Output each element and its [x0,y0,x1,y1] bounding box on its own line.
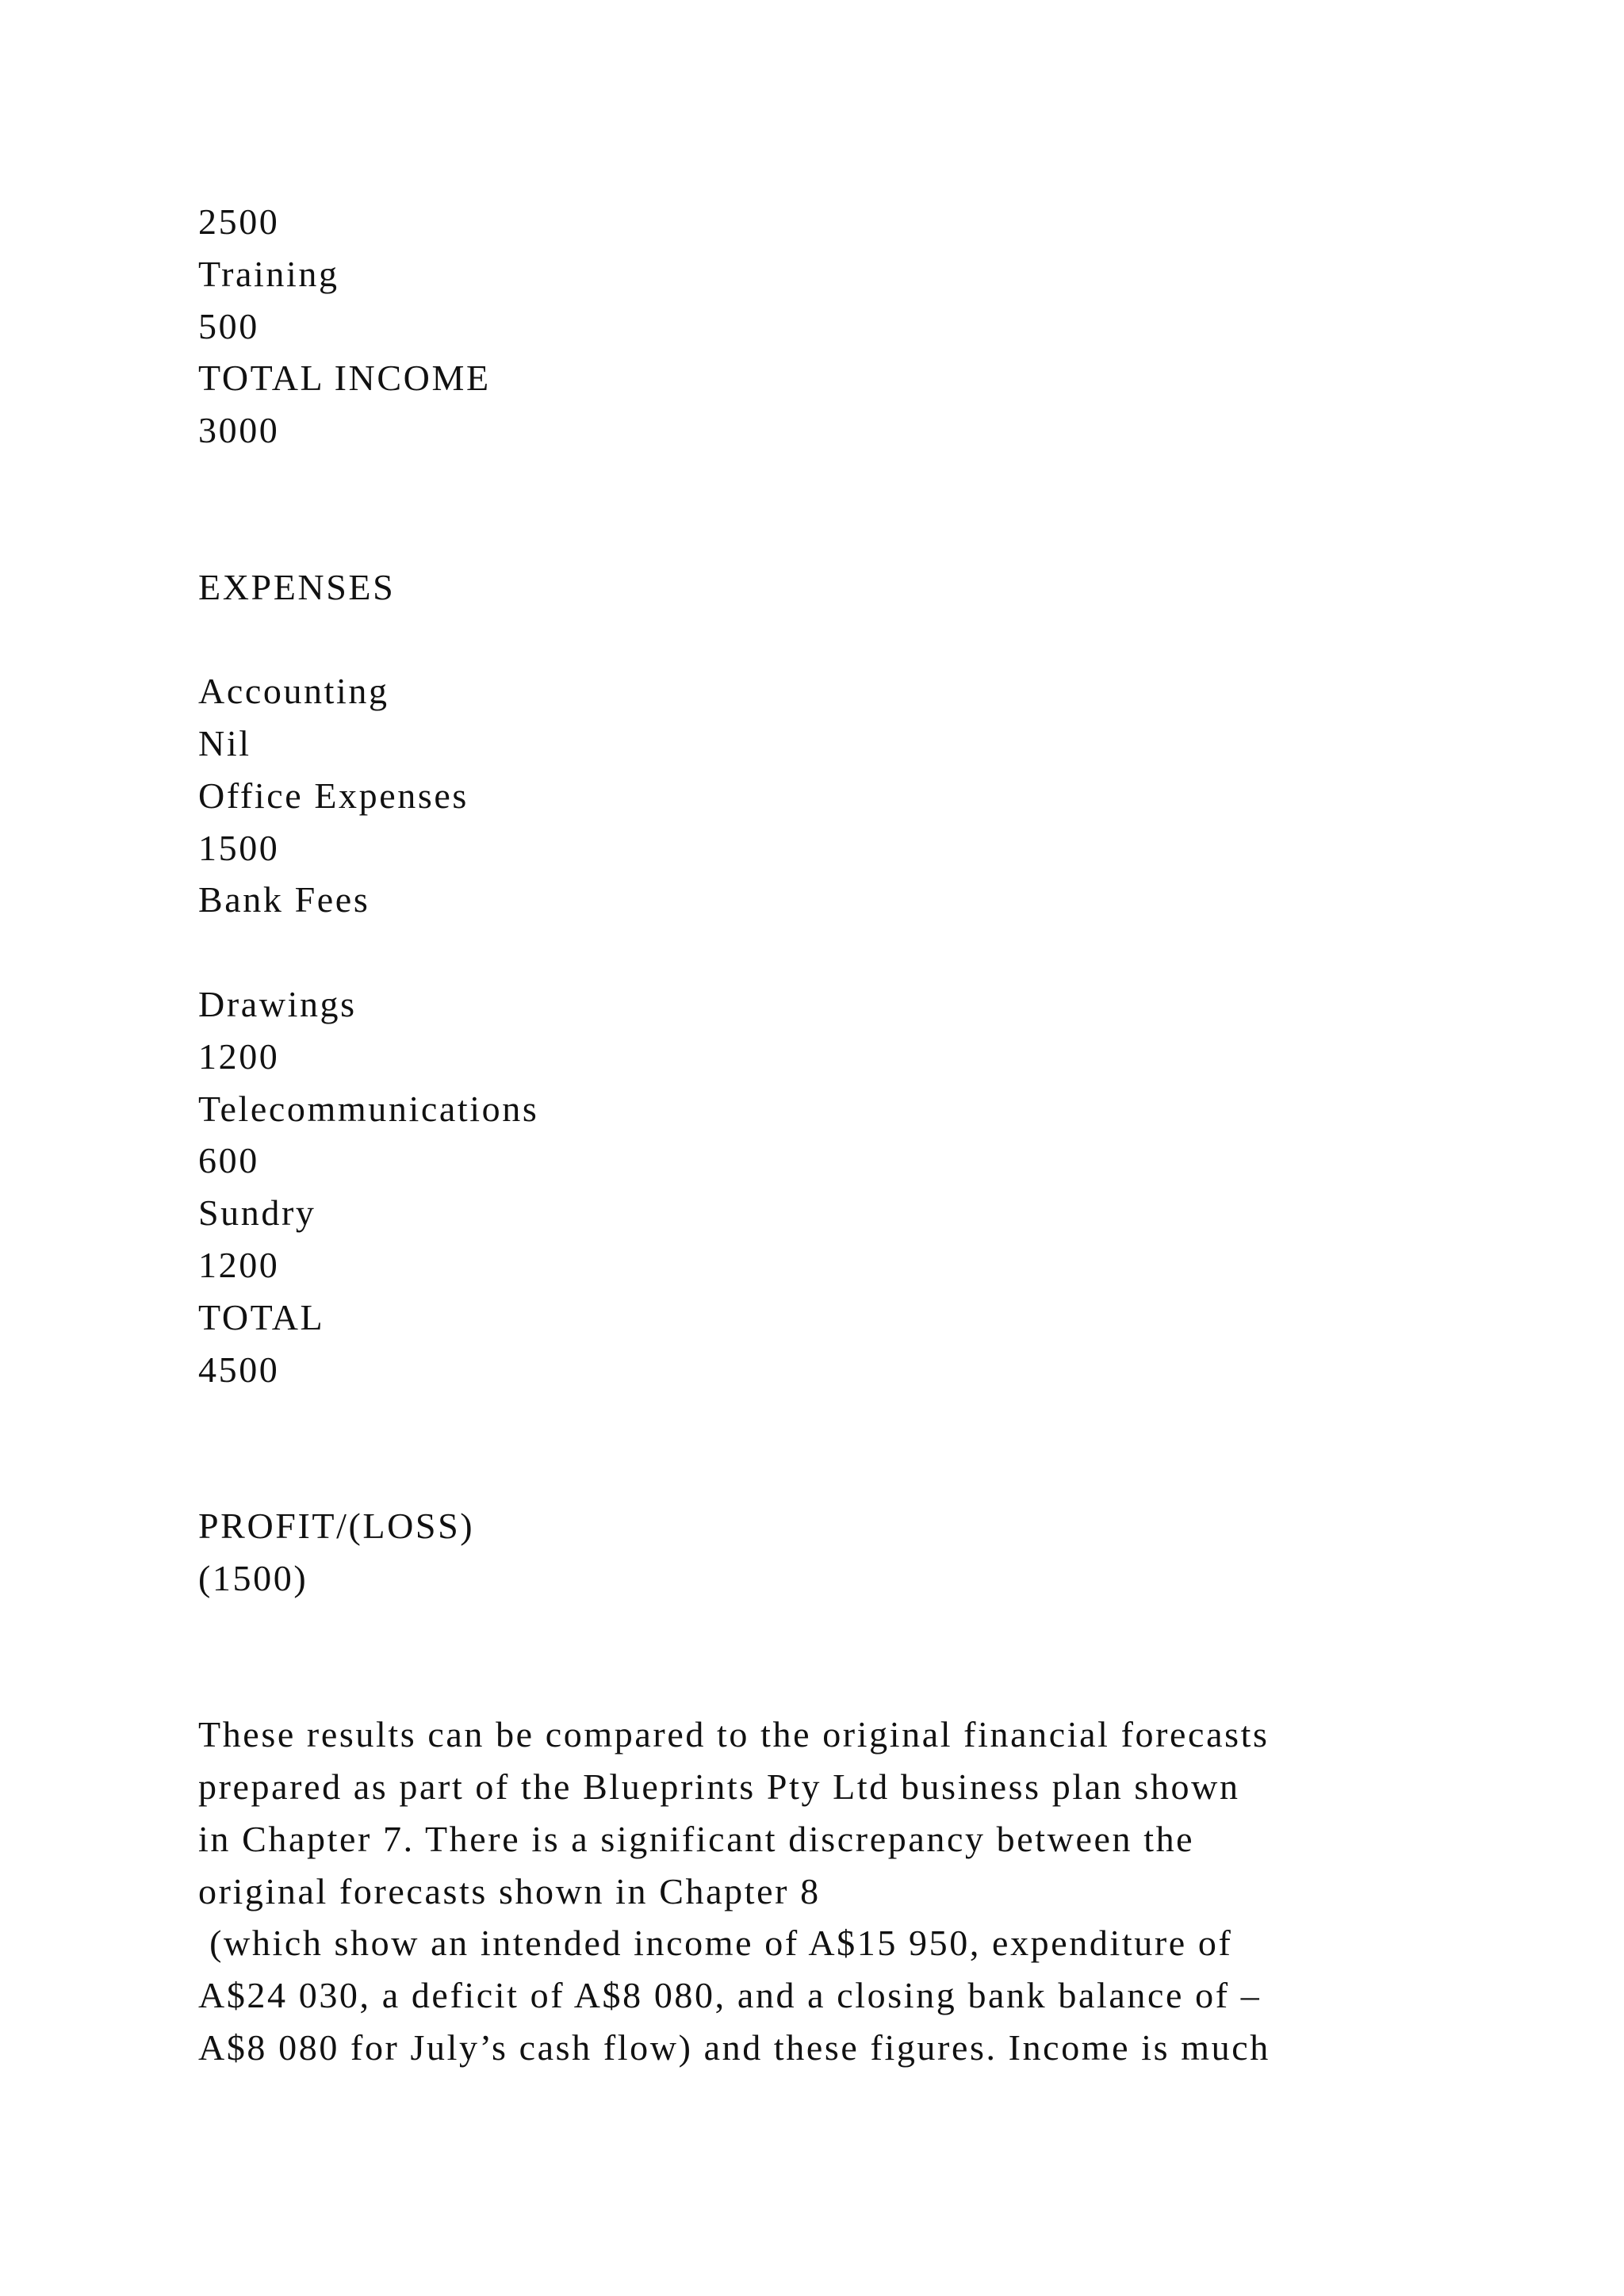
blank-line [198,457,1451,509]
expense-label-office: Office Expenses [198,775,469,816]
paragraph-line: A$8 080 for July’s cash flow) and these figures. Income is much [198,2026,1270,2068]
blank-line [198,1656,1451,1709]
blank-line [198,926,1451,978]
expense-label-drawings: Drawings [198,983,357,1024]
paragraph-line: original forecasts shown in Chapter 8 [198,1870,821,1911]
total-expenses-label: TOTAL [198,1296,325,1337]
document-page [198,196,1451,2074]
expense-label-telecom: Telecommunications [198,1088,539,1129]
paragraph-line: prepared as part of the Blueprints Pty Ltd business plan shown [198,1766,1240,1807]
paragraph-line: in Chapter 7. There is a significant discrepancy between the [198,1818,1195,1859]
total-income-value: 3000 [198,410,280,451]
profit-loss-label: PROFIT/(LOSS) [198,1505,475,1546]
profit-loss-value: (1500) [198,1557,308,1598]
blank-line [198,1605,1451,1657]
expense-label-sundry: Sundry [198,1192,316,1234]
income-label-training: Training [198,253,339,294]
expense-value-drawings: 1200 [198,1035,280,1077]
blank-line [198,509,1451,561]
expense-value-sundry: 1200 [198,1244,280,1285]
expense-value-accounting: Nil [198,722,251,763]
expenses-heading: EXPENSES [198,566,396,607]
total-expenses-value: 4500 [198,1349,280,1390]
blank-line [198,613,1451,665]
expense-value-office: 1500 [198,827,280,868]
blank-line [198,1395,1451,1448]
income-value-2500: 2500 [198,201,280,242]
blank-line [198,1448,1451,1500]
expense-label-bank-fees: Bank Fees [198,879,370,920]
expense-label-accounting: Accounting [198,671,389,712]
expense-value-telecom: 600 [198,1140,259,1181]
paragraph-line: These results can be compared to the original financial forecasts [198,1714,1270,1755]
income-value-500: 500 [198,305,259,346]
paragraph-line: (which show an intended income of A$15 950, expenditure of [198,1923,1233,1964]
paragraph-line: A$24 030, a deficit of A$8 080, and a closing bank balance of – [198,1975,1262,2016]
total-income-label: TOTAL INCOME [198,358,491,399]
